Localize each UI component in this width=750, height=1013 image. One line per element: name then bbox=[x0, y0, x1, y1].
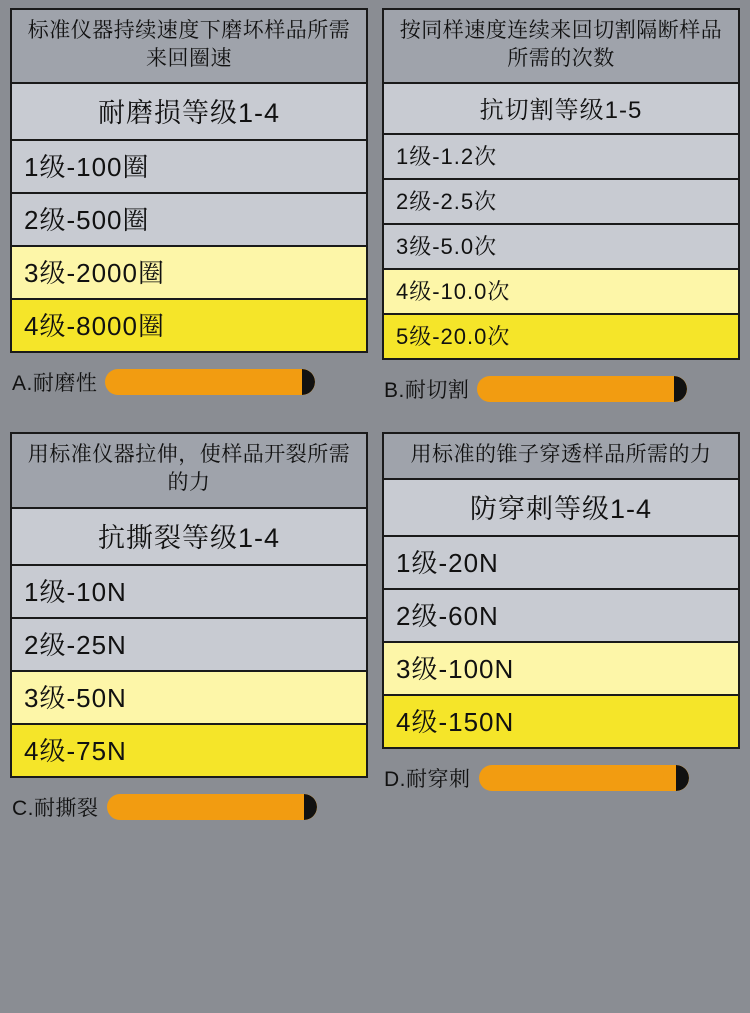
level-item: 2级-25N bbox=[12, 619, 366, 672]
level-item: 1级-1.2次 bbox=[384, 135, 738, 180]
legend-cut bbox=[382, 360, 740, 406]
legend-label: A.耐磨性 bbox=[12, 372, 98, 396]
legend-abrasion bbox=[10, 353, 368, 399]
level-item: 4级-10.0次 bbox=[384, 270, 738, 315]
legend-label: D.耐穿刺 bbox=[384, 768, 471, 792]
card-header-text: 用标准仪器拉伸，使样品开裂所需的力 bbox=[12, 434, 366, 508]
level-item: 3级-50N bbox=[12, 672, 366, 725]
panel-tear bbox=[10, 432, 368, 823]
progress-pill-icon bbox=[479, 765, 689, 791]
level-item: 3级-5.0次 bbox=[384, 225, 738, 270]
row-spacer bbox=[10, 406, 740, 432]
panel-cut bbox=[382, 8, 740, 406]
card-title-text: 抗撕裂等级1-4 bbox=[12, 509, 366, 566]
card-cut bbox=[382, 8, 740, 360]
level-item: 1级-20N bbox=[384, 537, 738, 590]
card-title-text: 防穿刺等级1-4 bbox=[384, 480, 738, 537]
pill-bar bbox=[477, 376, 687, 402]
card-header-text: 用标准的锥子穿透样品所需的力 bbox=[384, 434, 738, 480]
card-title-text: 耐磨损等级1-4 bbox=[12, 84, 366, 141]
card-title-text: 抗切割等级1-5 bbox=[384, 84, 738, 135]
level-item: 3级-100N bbox=[384, 643, 738, 696]
panel-row-bottom bbox=[10, 432, 740, 823]
level-item: 3级-2000圈 bbox=[12, 247, 366, 300]
legend-label: C.耐撕裂 bbox=[12, 796, 99, 820]
level-item: 4级-75N bbox=[12, 725, 366, 776]
pill-knob-icon bbox=[663, 765, 689, 791]
pill-bar bbox=[105, 369, 315, 395]
level-item: 2级-500圈 bbox=[12, 194, 366, 247]
pill-knob-icon bbox=[289, 369, 315, 395]
card-puncture bbox=[382, 432, 740, 749]
progress-pill-icon bbox=[105, 369, 315, 395]
card-header-text: 标准仪器持续速度下磨坏样品所需来回圈速 bbox=[12, 10, 366, 84]
level-item: 2级-60N bbox=[384, 590, 738, 643]
level-item: 1级-10N bbox=[12, 566, 366, 619]
panel-abrasion bbox=[10, 8, 368, 406]
level-item: 4级-8000圈 bbox=[12, 300, 366, 351]
progress-pill-icon bbox=[107, 794, 317, 820]
card-tear bbox=[10, 432, 368, 777]
pill-knob-icon bbox=[291, 794, 317, 820]
progress-pill-icon bbox=[477, 376, 687, 402]
legend-puncture bbox=[382, 749, 740, 795]
pill-bar bbox=[107, 794, 317, 820]
pill-knob-icon bbox=[661, 376, 687, 402]
level-item: 1级-100圈 bbox=[12, 141, 366, 194]
panel-row-top bbox=[10, 8, 740, 406]
panel-puncture bbox=[382, 432, 740, 823]
card-abrasion bbox=[10, 8, 368, 353]
pill-bar bbox=[479, 765, 689, 791]
level-item: 5级-20.0次 bbox=[384, 315, 738, 358]
legend-tear bbox=[10, 778, 368, 824]
level-item: 4级-150N bbox=[384, 696, 738, 747]
card-header-text: 按同样速度连续来回切割隔断样品所需的次数 bbox=[384, 10, 738, 84]
level-item: 2级-2.5次 bbox=[384, 180, 738, 225]
legend-label: B.耐切割 bbox=[384, 379, 470, 403]
